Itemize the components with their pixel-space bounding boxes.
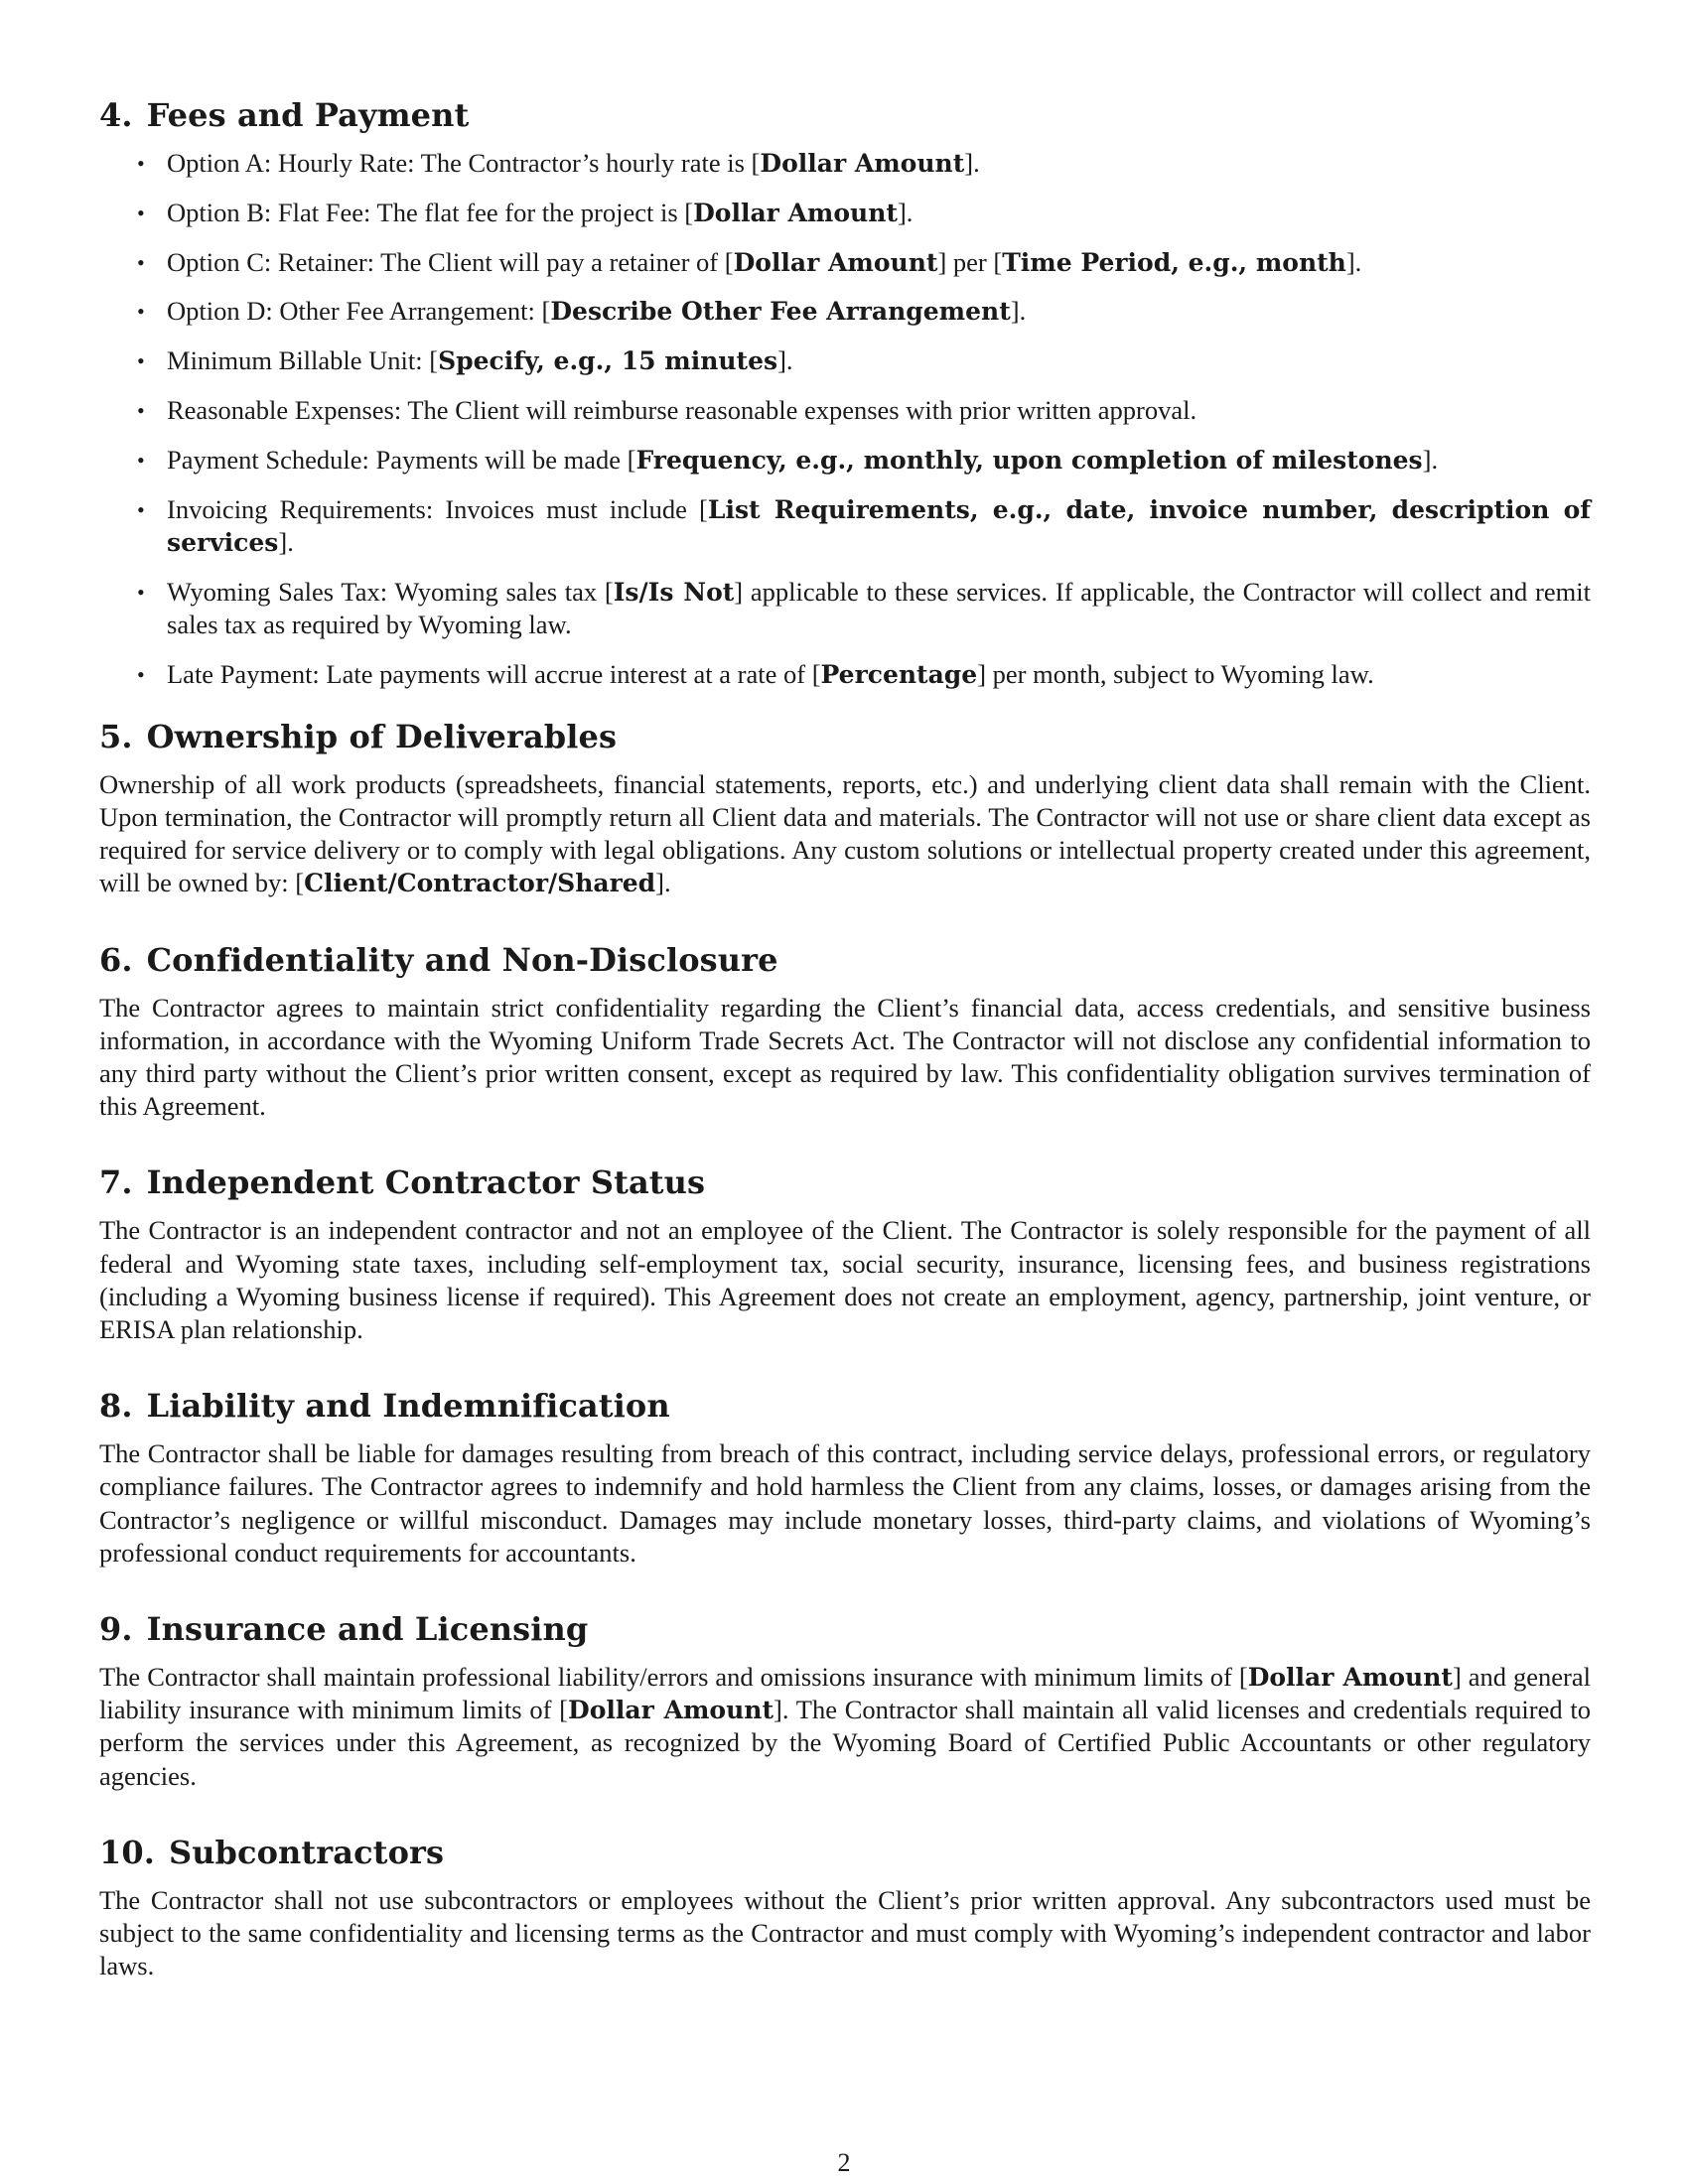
placeholder-text: Dollar Amount <box>693 198 898 227</box>
section-heading <box>99 1833 1591 1872</box>
placeholder-text: Time Period, e.g., month <box>1002 247 1346 277</box>
placeholder-text: Percentage <box>820 659 978 689</box>
list-item-late-payment: • Late Payment: Late payments will accrue interest at a rate of [Percentage] per month, subject to Wyoming law. <box>99 658 1591 691</box>
section-fees-and-payment <box>99 95 1591 691</box>
section-body: The Contractor agrees to maintain strict confidentiality regarding the Client’s financial data, access credentials, and sensitive business information, in accordance with the Wyoming Uniform Trade Secrets Act. The Contractor will not disclose any confidential information to any third party without the Client’s prior written consent, except as required by law. This confidentiality obligation survives termination of this Agreement. <box>99 992 1591 1122</box>
section-number: 5. <box>99 717 133 755</box>
list-item-other-fee: • Option D: Other Fee Arrangement: [Describe Other Fee Arrangement]. <box>99 295 1591 328</box>
placeholder-text: Dollar Amount <box>760 149 965 178</box>
placeholder-text: Dollar Amount <box>568 1696 774 1725</box>
placeholder-text: Frequency, e.g., monthly, upon completion of milestones <box>635 445 1423 475</box>
placeholder-text: Is/Is Not <box>613 577 735 607</box>
section-heading <box>99 1386 1591 1426</box>
bullet-icon: • <box>137 447 145 473</box>
list-item-flat-fee: • Option B: Flat Fee: The flat fee for the project is [Dollar Amount]. <box>99 197 1591 229</box>
section-title: Insurance and Licensing <box>146 1610 589 1649</box>
bullet-icon: • <box>137 397 145 423</box>
section-heading <box>99 940 1591 980</box>
page-number: 2 <box>837 2148 851 2177</box>
placeholder-text: Describe Other Fee Arrangement <box>550 297 1011 327</box>
section-title: Liability and Indemnification <box>146 1387 670 1426</box>
bullet-icon: • <box>137 496 145 522</box>
section-title: Confidentiality and Non-Disclosure <box>146 940 778 979</box>
bullet-icon: • <box>137 249 145 275</box>
section-heading <box>99 717 1591 756</box>
section-number: 8. <box>99 1387 133 1426</box>
section-title: Independent Contractor Status <box>146 1163 706 1202</box>
fee-options-list <box>99 147 1591 691</box>
list-item-wyoming-sales-tax: • Wyoming Sales Tax: Wyoming sales tax [Is/Is Not] applicable to these services. If applicable, the Contractor will collect and remit sales tax as required by Wyoming law. <box>137 576 1591 639</box>
section-insurance-and-licensing <box>99 1609 1591 1793</box>
document-page <box>99 95 1591 2022</box>
section-number: 10. <box>99 1833 155 1871</box>
list-item-retainer: • Option C: Retainer: The Client will pay a retainer of [Dollar Amount] per [Time Period, e.g., month]. <box>99 246 1591 279</box>
placeholder-text: Dollar Amount <box>733 247 938 277</box>
section-body: The Contractor is an independent contractor and not an employee of the Client. The Contractor is solely responsible for the payment of all federal and Wyoming state taxes, including self-employment tax, social security, insurance, licensing fees, and business registrations (including a Wyoming business license if required). This Agreement does not create an employment, agency, partnership, joint venture, or ERISA plan relationship. <box>99 1215 1591 1345</box>
bullet-icon: • <box>137 151 145 176</box>
list-item-invoicing-requirements: • Invoicing Requirements: Invoices must include [List Requirements, e.g., date, invoice number, description of services]. <box>137 493 1592 557</box>
list-item-reasonable-expenses: • Reasonable Expenses: The Client will reimburse reasonable expenses with prior written approval. <box>99 394 1591 427</box>
section-independent-contractor-status <box>99 1162 1591 1346</box>
section-body: The Contractor shall be liable for damages resulting from breach of this contract, including service delays, professional errors, or regulatory compliance failures. The Contractor agrees to indemnify and hold harmless the Client from any claims, losses, or damages arising from the Contractor’s negligence or willful misconduct. Damages may include monetary losses, third-party claims, and violations of Wyoming’s professional conduct requirements for accountants. <box>99 1438 1591 1568</box>
section-number: 6. <box>99 940 133 979</box>
bullet-icon: • <box>137 579 145 605</box>
section-number: 9. <box>99 1610 133 1649</box>
list-item-hourly-rate: • Option A: Hourly Rate: The Contractor’s hourly rate is [Dollar Amount]. <box>99 147 1591 180</box>
section-heading <box>99 1162 1591 1202</box>
section-title: Fees and Payment <box>146 96 470 134</box>
section-body: The Contractor shall not use subcontractors or employees without the Client’s prior written approval. Any subcontractors used must be subject to the same confidentiality and licensing terms as the Contractor and must comply with Wyoming’s independent contractor and labor laws. <box>99 1884 1591 1981</box>
section-heading <box>99 95 1591 135</box>
section-number: 4. <box>99 96 133 134</box>
placeholder-text: Dollar Amount <box>1247 1663 1453 1693</box>
bullet-icon: • <box>137 200 145 225</box>
bullet-icon: • <box>137 299 145 325</box>
section-heading <box>99 1609 1591 1649</box>
section-subcontractors <box>99 1833 1591 1983</box>
bullet-icon: • <box>137 661 145 687</box>
list-item-minimum-billable-unit: • Minimum Billable Unit: [Specify, e.g., 15 minutes]. <box>99 344 1591 377</box>
section-title: Ownership of Deliverables <box>146 717 618 755</box>
placeholder-text: Client/Contractor/Shared <box>304 869 656 898</box>
placeholder-text: List Requirements, e.g., date, invoice number, description of services <box>167 494 1592 557</box>
section-number: 7. <box>99 1163 133 1202</box>
section-liability-and-indemnification <box>99 1386 1591 1570</box>
section-title: Subcontractors <box>168 1833 445 1871</box>
list-item-payment-schedule: • Payment Schedule: Payments will be made [Frequency, e.g., monthly, upon completion of milestones]. <box>99 444 1591 477</box>
section-body: Ownership of all work products (spreadsheets, financial statements, reports, etc.) and underlying client data shall remain with the Client. Upon termination, the Contractor will promptly return all Client data and materials. The Contractor will not use or share client data except as required for service delivery or to comply with legal obligations. Any custom solutions or intellectual property created under this agreement, will be owned by: [Client/Contractor/Shared]. <box>99 768 1591 898</box>
bullet-icon: • <box>137 348 145 374</box>
section-ownership-of-deliverables <box>99 717 1591 900</box>
section-body: The Contractor shall maintain professional liability/errors and omissions insurance with minimum limits of [Dollar Amount] and general liability insurance with minimum limits of [Dollar Amount]. The Contractor shall maintain all valid licenses and credentials required to perform the services under this Agreement, as recognized by the Wyoming Board of Certified Public Accountants or other regulatory agencies. <box>99 1662 1591 1791</box>
placeholder-text: Specify, e.g., 15 minutes <box>438 346 778 376</box>
section-confidentiality <box>99 940 1591 1124</box>
